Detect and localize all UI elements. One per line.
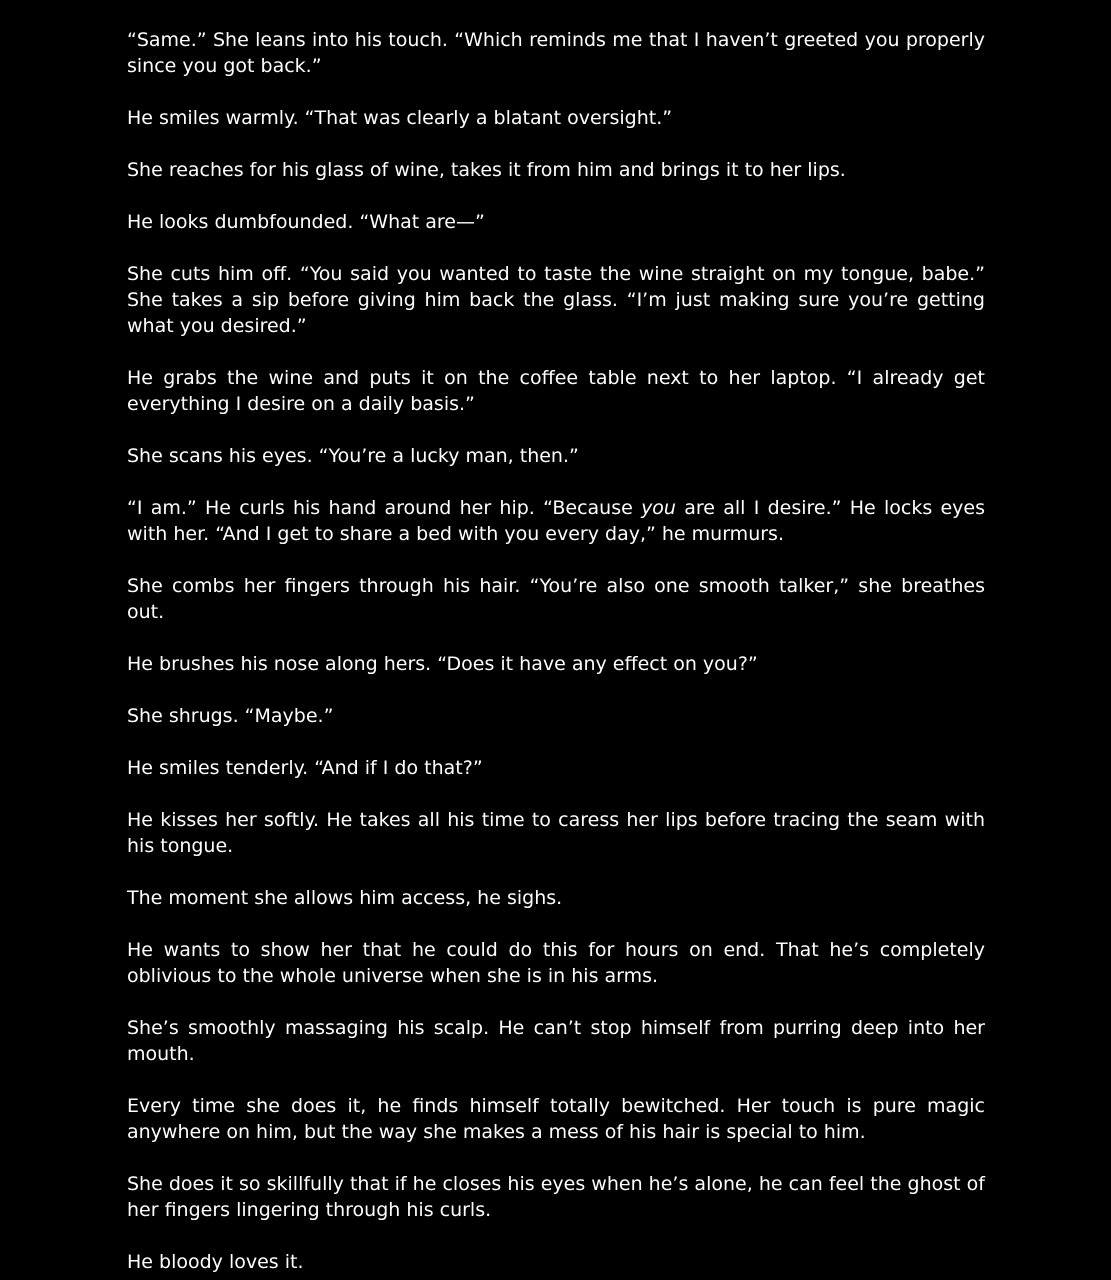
paragraph-1: “Same.” She leans into his touch. “Which reminds me that I haven’t greeted you properly since you got back.” — [127, 29, 985, 77]
paragraph-18: She does it so skillfully that if he closes his eyes when he’s alone, he can feel the ghost of her fingers lingering through his curls. — [127, 1173, 985, 1221]
paragraph-17: Every time she does it, he finds himself totally bewitched. Her touch is pure magic anywhere on him, but the way she makes a mess of his hair is special to him. — [127, 1095, 985, 1143]
paragraph-13: He kisses her softly. He takes all his time to caress her lips before tracing the seam with his tongue. — [127, 809, 985, 857]
paragraph-6: He grabs the wine and puts it on the coffee table next to her laptop. “I already get everything I desire on a daily basis.” — [127, 367, 985, 415]
paragraph-8-after: are all I desire.” He locks eyes with her. “And I get to share a bed with you every day,” he murmurs. — [127, 497, 986, 545]
paragraph-9: She combs her fingers through his hair. “You’re also one smooth talker,” she breathes out. — [127, 575, 985, 623]
paragraph-4: He looks dumbfounded. “What are—” — [127, 211, 485, 233]
paragraph-5: She cuts him off. “You said you wanted to taste the wine straight on my tongue, babe.” She takes a sip before giving him back the glass. “I’m just making sure you’re getting what you desired.” — [127, 263, 985, 337]
paragraph-8-before: “I am.” He curls his hand around her hip. “Because — [127, 497, 642, 519]
paragraph-15: He wants to show her that he could do this for hours on end. That he’s completely oblivious to the whole universe when she is in his arms. — [127, 939, 985, 987]
paragraph-19: He bloody loves it. — [127, 1251, 304, 1273]
paragraph-10: He brushes his nose along hers. “Does it have any effect on you?” — [127, 653, 758, 675]
paragraph-8-emphasis: you — [641, 497, 676, 519]
paragraph-3: She reaches for his glass of wine, takes it from him and brings it to her lips. — [127, 159, 846, 181]
paragraph-16: She’s smoothly massaging his scalp. He can’t stop himself from purring deep into her mouth. — [127, 1017, 985, 1065]
paragraph-2: He smiles warmly. “That was clearly a blatant oversight.” — [127, 107, 673, 129]
paragraph-8 — [127, 495, 985, 547]
paragraph-11: She shrugs. “Maybe.” — [127, 705, 334, 727]
paragraph-14: The moment she allows him access, he sighs. — [127, 887, 563, 909]
paragraph-7: She scans his eyes. “You’re a lucky man, then.” — [127, 445, 579, 467]
paragraph-12: He smiles tenderly. “And if I do that?” — [127, 757, 483, 779]
